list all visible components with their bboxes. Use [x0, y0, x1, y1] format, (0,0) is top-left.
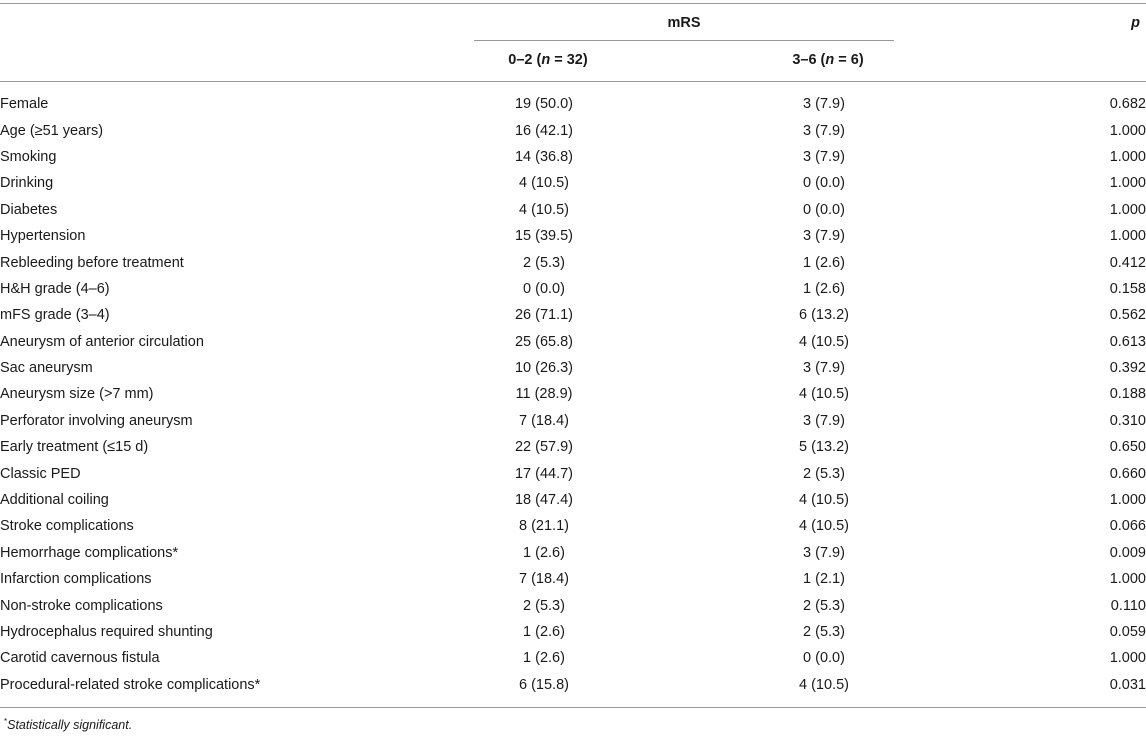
cell-mrs-0-2: 4 (10.5): [519, 201, 569, 218]
table-row: [0, 381, 1146, 407]
cell-p-value: 0.613: [1109, 333, 1146, 350]
table-top-rule: [0, 3, 1146, 4]
cell-p-value: 1.000: [1109, 571, 1146, 588]
cell-mrs-0-2: 7 (18.4): [519, 412, 569, 429]
table-row: [0, 566, 1146, 592]
cell-p-value: 0.412: [1109, 254, 1146, 271]
table-row: [0, 540, 1146, 566]
row-label: Hemorrhage complications*: [0, 544, 179, 561]
table-row: [0, 117, 1146, 143]
table-body: [0, 91, 1146, 698]
cell-mrs-0-2: 0 (0.0): [523, 280, 565, 297]
cell-p-value: 0.059: [1109, 624, 1146, 640]
cell-mrs-0-2: 2 (5.3): [523, 597, 565, 614]
table-bottom-rule: [0, 707, 1146, 708]
cell-mrs-0-2: 1 (2.6): [523, 650, 565, 667]
cell-mrs-0-2: 1 (2.6): [523, 544, 565, 561]
cell-mrs-3-6: 4 (10.5): [799, 492, 849, 509]
table-row: [0, 672, 1146, 698]
row-label: Additional coiling: [0, 492, 109, 509]
table-row: [0, 513, 1146, 539]
footnote: *Statistically significant.: [4, 717, 133, 733]
cell-mrs-0-2: 18 (47.4): [514, 492, 574, 509]
table-row: [0, 249, 1146, 275]
table-row: [0, 408, 1146, 434]
row-label: Aneurysm size (>7 mm): [0, 386, 154, 403]
row-label: Classic PED: [0, 465, 81, 482]
cell-mrs-0-2: 17 (44.7): [514, 465, 574, 482]
cell-mrs-3-6: 6 (13.2): [799, 307, 849, 324]
cell-p-value: 1.000: [1109, 201, 1146, 218]
cell-mrs-3-6: 2 (5.3): [803, 597, 845, 614]
table-row: [0, 434, 1146, 460]
cell-mrs-3-6: 5 (13.2): [799, 439, 849, 456]
cell-mrs-0-2: 22 (57.9): [514, 439, 574, 456]
cell-p-value: 0.660: [1109, 465, 1146, 482]
cell-mrs-3-6: 4 (10.5): [799, 676, 849, 693]
cell-p-value: 0.110: [1110, 597, 1146, 614]
row-label: Hypertension: [0, 228, 86, 245]
cell-mrs-0-2: 6 (15.8): [519, 676, 569, 693]
row-label: Sac aneurysm: [0, 360, 93, 377]
row-label: Non-stroke complications: [0, 597, 163, 614]
table-row: [0, 223, 1146, 249]
table-row: [0, 91, 1146, 117]
cell-p-value: 0.562: [1109, 307, 1146, 324]
row-label: Perforator involving aneurysm: [0, 412, 193, 429]
cell-mrs-3-6: 3 (7.9): [803, 96, 845, 113]
table-row: [0, 355, 1146, 381]
group-span-rule: [474, 40, 894, 41]
table-row: [0, 592, 1146, 618]
table-row: [0, 276, 1146, 302]
cell-mrs-0-2: 4 (10.5): [519, 175, 569, 192]
cell-p-value: 0.009: [1109, 544, 1146, 561]
row-label: H&H grade (4–6): [0, 280, 110, 297]
cell-mrs-3-6: 3 (7.9): [803, 148, 845, 165]
cell-mrs-3-6: 0 (0.0): [803, 175, 845, 192]
row-label: Stroke complications: [0, 518, 134, 535]
cell-mrs-3-6: 2 (5.3): [803, 465, 845, 482]
cell-p-value: 0.031: [1109, 676, 1146, 693]
cell-mrs-3-6: 4 (10.5): [799, 333, 849, 350]
table-row: [0, 197, 1146, 223]
cell-p-value: 1.000: [1109, 122, 1146, 139]
row-label: Hydrocephalus required shunting: [0, 624, 213, 640]
column-header-mrs-0-2: 0–2 (n = 32): [508, 52, 588, 68]
cell-p-value: 0.158: [1109, 280, 1146, 297]
table-row: [0, 144, 1146, 170]
cell-p-value: 1.000: [1109, 228, 1146, 245]
table-row: [0, 460, 1146, 486]
cell-mrs-3-6: 4 (10.5): [799, 386, 849, 403]
header-bottom-rule: [0, 81, 1146, 82]
cell-mrs-3-6: 1 (2.6): [803, 280, 845, 297]
cell-p-value: 0.066: [1109, 518, 1146, 535]
cell-mrs-0-2: 26 (71.1): [514, 307, 574, 324]
cell-mrs-0-2: 11 (28.9): [515, 386, 573, 403]
cell-mrs-3-6: 3 (7.9): [803, 544, 845, 561]
table-row: [0, 302, 1146, 328]
row-label: mFS grade (3–4): [0, 307, 110, 324]
column-header-mrs-3-6: 3–6 (n = 6): [792, 52, 864, 68]
row-label: Procedural-related stroke complications*: [0, 676, 261, 693]
cell-mrs-3-6: 2 (5.3): [803, 624, 845, 640]
p-value-header: p: [1131, 15, 1140, 31]
table-row: [0, 619, 1146, 645]
cell-p-value: 1.000: [1109, 650, 1146, 667]
cell-mrs-0-2: 16 (42.1): [514, 122, 574, 139]
cell-p-value: 1.000: [1109, 492, 1146, 509]
group-header-mrs: mRS: [667, 15, 701, 31]
row-label: Female: [0, 96, 49, 113]
cell-p-value: 0.310: [1109, 412, 1146, 429]
cell-p-value: 0.682: [1109, 96, 1146, 113]
cell-mrs-0-2: 25 (65.8): [514, 333, 574, 350]
cell-mrs-0-2: 10 (26.3): [514, 360, 574, 377]
row-label: Aneurysm of anterior circulation: [0, 333, 204, 350]
cell-p-value: 0.392: [1109, 360, 1146, 377]
table-row: [0, 329, 1146, 355]
cell-mrs-0-2: 15 (39.5): [514, 228, 574, 245]
row-label: Carotid cavernous fistula: [0, 650, 160, 667]
row-label: Drinking: [0, 175, 54, 192]
cell-mrs-0-2: 8 (21.1): [519, 518, 569, 535]
cell-mrs-3-6: 1 (2.1): [803, 571, 845, 588]
cell-mrs-3-6: 0 (0.0): [803, 201, 845, 218]
cell-mrs-3-6: 3 (7.9): [803, 122, 845, 139]
row-label: Rebleeding before treatment: [0, 254, 184, 271]
table-row: [0, 487, 1146, 513]
cell-mrs-0-2: 2 (5.3): [523, 254, 565, 271]
cell-mrs-0-2: 14 (36.8): [514, 148, 574, 165]
cell-mrs-3-6: 3 (7.9): [803, 360, 845, 377]
cell-mrs-0-2: 1 (2.6): [523, 624, 565, 640]
cell-p-value: 1.000: [1109, 148, 1146, 165]
cell-mrs-3-6: 3 (7.9): [803, 228, 845, 245]
row-label: Diabetes: [0, 201, 58, 218]
table-row: [0, 645, 1146, 671]
cell-mrs-3-6: 0 (0.0): [803, 650, 845, 667]
cell-mrs-3-6: 3 (7.9): [803, 412, 845, 429]
cell-mrs-3-6: 1 (2.6): [803, 254, 845, 271]
table-row: [0, 170, 1146, 196]
cell-mrs-0-2: 7 (18.4): [519, 571, 569, 588]
row-label: Smoking: [0, 148, 57, 165]
row-label: Age (≥51 years): [0, 122, 104, 139]
cell-p-value: 0.650: [1109, 439, 1146, 456]
cell-mrs-3-6: 4 (10.5): [799, 518, 849, 535]
row-label: Early treatment (≤15 d): [0, 439, 149, 456]
cell-mrs-0-2: 19 (50.0): [514, 96, 574, 113]
row-label: Infarction complications: [0, 571, 152, 588]
cell-p-value: 1.000: [1109, 175, 1146, 192]
cell-p-value: 0.188: [1109, 386, 1146, 403]
